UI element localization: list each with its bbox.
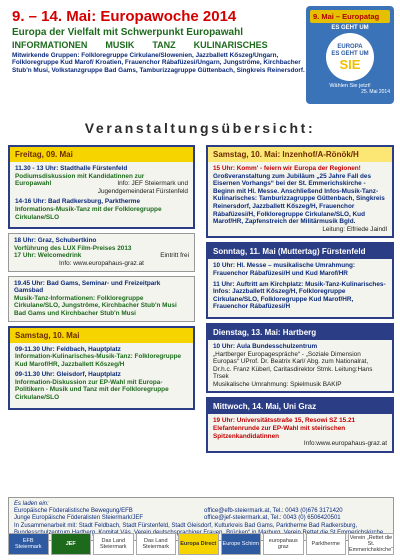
event-title: Podiumsdiskussion mit Kandidatinnen zur [15,172,145,180]
header [6,6,394,106]
badge-waehlen: Wählen Sie jetzt! [329,83,371,89]
badge-europa: EUROPA [337,43,363,50]
europawahl-badge [306,6,394,104]
left-column [8,145,195,414]
event-title: Information-Kulinarisches-Musik-Tanz: Folkloregruppe Kud Marof/HR, Jazzballett Kőszeg/H [15,353,182,368]
event-time: 15 Uhr: Komm' - feiern wir Europa der Regionen! [213,165,361,172]
logo-europahaus-graz: europahaus graz [263,533,304,555]
event-title-cont: Bad Gams und Kirchbacher Stub'n Musi [14,309,136,317]
event-title: 10 Uhr: Hl. Messe – musikalische Umrahmung: Frauenchor Rábafüzesi/H und Kud Marof/HR [213,262,356,277]
logo-emmerichskirche: Verein „Rettet die St. Emmerichskirche“ [349,535,394,553]
invite-label: Es laden ein: [14,501,49,507]
organizer-contact: office@jef-steiermark.at, Tel.: 0043 (0) 6506420501 [204,515,341,522]
badge-sie: SIE [339,56,361,72]
graz-body [9,234,194,270]
event-title: Elefantenrunde zur EP-Wahl mit steirischen Spitzenkandidatinnen [213,425,346,440]
category-list [12,40,268,50]
logo-land-steiermark-2: Das Land Steiermark [136,533,177,555]
event-time: 09-11.30 Uhr: Gleisdorf, Hauptplatz [15,371,121,379]
badge-europatag: 9. Mai – Europatag [310,10,390,23]
saturday-body [10,343,193,408]
sunday-header: Sonntag, 11. Mai (Muttertag) Fürstenfeld [208,244,392,259]
saturday-inzenhof-header: Samstag, 10. Mai: Inzenhof/A-Rönök/H [208,147,392,162]
logo-parktherme: Parktherme [306,533,347,555]
partners-text: In Zusammenarbeit mit: Stadt Feldbach, Stadt Fürstenfeld, Stadt Gleisdorf, Kulturkreis Bad Gams, Parktherme Bad Radkersburg, [14,522,358,529]
box-saturday-right [206,145,394,238]
event-title: 11 Uhr: Auftritt am Kirchplatz: Musik-Tanz-Kulinarisches-Infos: Jazzballett Kőszeg/H, Folkloregruppe Cirkulane/SLO, Folkloregruppe Kud Marof/HR, Frauenchor Rábafüzesi/H [213,280,386,311]
event-info: Info: www.europahaus-graz.at [59,259,144,267]
box-bad-gams [8,276,195,322]
logo-land-steiermark: Das Land Steiermark [93,533,134,555]
badge-line: ES GEHT UM [331,25,369,31]
event-time: 19 Uhr: Universitätsstraße 15, Resowi SZ 15.21 [213,417,356,425]
event-title-cont: Europawahl [15,180,52,188]
friday-body [10,162,193,227]
badge-date: 25. Mai 2014 [361,89,390,95]
event-info-cont: Jugendgemeinderat Fürstenfeld [97,187,188,195]
event-time: 14-16 Uhr: Bad Radkersburg, Parktherme [15,198,141,206]
event-time: 11.30 - 13 Uhr: Stadthalle Fürstenfeld [15,165,128,172]
organizer-jef [14,515,388,522]
box-friday [8,145,195,229]
saturday-inzenhof-body [208,162,392,236]
participating-groups: Mitwirkende Gruppen: Folkloregruppe Cirkulane/Slowenien, Jazzballett Kőszeg/Ungarn, Folkloregruppe Kud Marof/ Kroatien, Frauenchor Rábafüzesi/Ungarn, Jungströme, Kirchbacher Stub'n Musi, Volkstanzgruppe Bad Gams, Tamburizzagruppe Güttenbach, Singkreis Reinersdorf. [12,52,305,74]
organizer-efb [14,508,388,515]
saturday-header: Samstag, 10. Mai [10,328,193,343]
organizer-name: Europäische Föderalistische Bewegung/EFB [14,508,133,515]
logo-europe-schirm: Europe Schirm [221,533,262,555]
event-time: 10 Uhr: Aula Bundesschulzentrum [213,342,318,350]
gams-body [9,277,194,321]
event-title: Vorführung des LUX Film-Preises 2013 [14,244,132,252]
event-title: Informations-Musik-Tanz mit der Folkloregruppe Cirkulane/SLO [15,205,162,221]
box-sunday [206,242,394,319]
event-info: Info:www.europahaus-graz.at [303,440,387,448]
organizer-name: Junge Europäische Föderalisten Steiermark/JEF [14,515,144,522]
category-kulinarisches: KULINARISCHES [193,40,268,50]
sunday-body [208,259,392,317]
event-time: 18 Uhr: Graz, Schubertkino [14,237,97,245]
category-tanz: TANZ [152,40,176,50]
event-welcome: 17 Uhr: Welcomedrink [14,252,82,260]
organizer-contact: office@efb-steiermark.at, Tel.: 0043 (0)676 3171420 [204,508,343,515]
event-time: 19.45 Uhr: Bad Gams, Seminar- und Freizeitpark Gamsbad [14,279,161,295]
logo-strip [8,533,394,555]
box-tuesday [206,323,394,394]
badge-es-geht-um: ES GEHT UM [331,50,369,57]
section-title: Veranstaltungsübersicht: [84,120,316,136]
friday-header: Freitag, 09. Mai [10,147,193,162]
event-time: 09-11.30 Uhr: Feldbach, Hauptplatz [15,345,121,353]
event-info: Info: JEF Steiermark und [117,180,188,188]
event-title: Information-Diskussion zur EP-Wahl mit Europa-Politikern - Musik und Tanz mit der Folkloregruppe Cirkulane/SLO [15,378,169,402]
right-column [206,145,394,457]
logo-europa-direct: Europa Direct [178,533,219,555]
wednesday-body [208,414,392,450]
logo-efb: EFB Steiermark [8,533,49,555]
tuesday-header: Dienstag, 13. Mai: Hartberg [208,325,392,340]
box-graz [8,233,195,271]
event-entry: Eintritt frei [160,252,189,260]
logo-jef: JEF [51,533,92,555]
wednesday-header: Mittwoch, 14. Mai, Uni Graz [208,399,392,414]
box-wednesday [206,397,394,452]
event-leitung: Leitung: Elfriede Jaindl [322,225,387,233]
badge-circle [326,33,374,81]
category-musik: MUSIK [105,40,135,50]
tuesday-body [208,340,392,392]
event-music: Musikalische Umrahmung: Spielmusik BAKIP [213,380,342,388]
page-subtitle: Europa der Vielfalt mit Schwerpunkt Europawahl [12,27,243,38]
event-title: Großveranstaltung zum Jubiläum „25 Jahre Fall des Eisernen Vorhangs“ bei der St. Emmerichskirche - Beginn mit Hl. Messe. Anschließend Infos-Musik-Tanz-Kulinarisches: Tamburizzagruppe Güttenbach, Singkreis Reinersdorf, Jazzballett Kőszeg/H, Frauenchor Rábafüzesi/H, Folkloregruppe Cirkulane/SLO, Kud Marof/HR, Zapfenstreich der Militärmusik Bgld. [213,172,385,226]
event-title: „Hartberger Europagespräche“ - „Soziale Dimension Europas“ UProf. Dr. Beatrix Karl/ Abg. zum Nationalrat, Dr.h.c. Franz Küberl, Caritasdirektor Stmk. Leitung:Hans Trsek [213,350,373,381]
box-saturday-left [8,326,195,410]
event-title: Musik-Tanz-Informationen: Folkloregruppe Cirkulane/SLO, Jungströme, Kirchbacher Stub'n Musi [14,294,177,310]
category-informationen: INFORMATIONEN [12,40,88,50]
page-title: 9. – 14. Mai: Europawoche 2014 [12,8,237,25]
